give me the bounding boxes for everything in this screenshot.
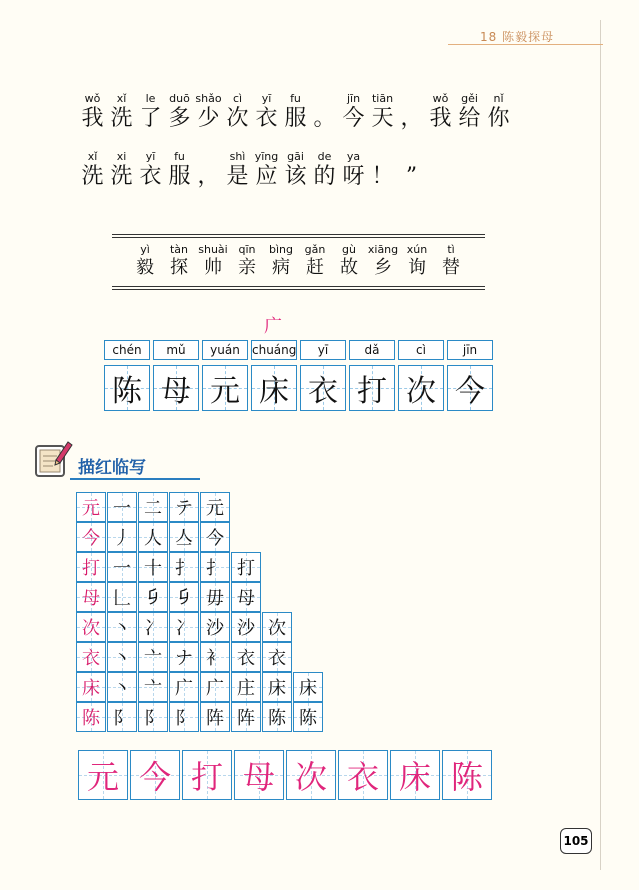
vocab-cell	[198, 243, 228, 279]
stroke-step	[107, 522, 137, 552]
stroke-step	[169, 642, 199, 672]
hanzi: 衣	[82, 648, 100, 669]
pinyin: duō	[169, 92, 190, 105]
stroke: 今	[206, 528, 224, 549]
hanzi: 今	[455, 374, 485, 409]
trace-char: 今	[138, 758, 171, 796]
stroke-row	[76, 522, 324, 552]
hanzi: ！	[371, 164, 394, 189]
stroke: 𠂎	[144, 587, 162, 608]
pinyin: jīn	[346, 92, 361, 105]
stroke: 毋	[206, 588, 224, 609]
stroke-step	[200, 702, 230, 732]
passage-line-1	[78, 92, 513, 132]
char-cell	[426, 92, 455, 132]
trace-char: 陈	[450, 758, 483, 796]
stroke-head-char	[76, 552, 106, 582]
stroke: 广	[206, 678, 224, 699]
stroke-step	[138, 612, 168, 642]
stroke: 沙	[206, 618, 224, 639]
stroke-step	[293, 672, 323, 702]
hanzi: 服	[168, 164, 191, 189]
pinyin: fu	[290, 92, 301, 105]
write-cell	[299, 340, 347, 411]
hanzi: 陈	[82, 708, 100, 729]
trace-box	[338, 750, 388, 800]
stroke-step	[169, 702, 199, 732]
hanzi: 应	[255, 164, 278, 189]
pinyin-box: dǎ	[349, 340, 395, 360]
hanzi: 赶	[306, 257, 324, 278]
stroke-row	[76, 612, 324, 642]
stroke-step	[107, 612, 137, 642]
char-cell	[252, 92, 281, 132]
char-cell	[310, 92, 339, 132]
char-cell	[281, 92, 310, 132]
page-number: 105	[560, 828, 592, 854]
hanzi: 少	[197, 106, 220, 131]
stroke: 床	[299, 678, 317, 699]
stroke-step	[107, 672, 137, 702]
stroke: 亠	[144, 648, 162, 669]
vocab-row	[130, 243, 466, 279]
hanzi: 乡	[374, 257, 392, 278]
stroke: 阝	[113, 708, 131, 729]
stroke-step	[107, 552, 137, 582]
pinyin: qīn	[238, 243, 256, 256]
hanzi: 床	[259, 374, 289, 409]
stroke-step	[138, 642, 168, 672]
hanzi: 询	[408, 257, 426, 278]
stroke: 阵	[206, 708, 224, 729]
stroke-step	[200, 672, 230, 702]
vocab-cell	[130, 243, 160, 279]
hanzi: 今	[82, 528, 100, 549]
pinyin: tàn	[169, 243, 189, 256]
trace-char: 次	[294, 758, 327, 796]
pinyin: gāi	[287, 150, 304, 163]
pinyin: bìng	[269, 243, 293, 256]
vocab-cell	[232, 243, 262, 279]
write-cell	[152, 340, 200, 411]
hanzi: 元	[82, 498, 100, 519]
pinyin: yī	[261, 92, 272, 105]
stroke-step	[169, 582, 199, 612]
hanzi: 。	[313, 106, 336, 131]
pinyin: yī	[145, 150, 156, 163]
pinyin: gù	[342, 243, 356, 256]
hanzi: 你	[487, 106, 510, 131]
stroke: 衣	[237, 648, 255, 669]
hanzi: 天	[371, 106, 394, 131]
char-cell	[368, 150, 397, 190]
pinyin: tì	[447, 243, 455, 256]
char-cell	[281, 150, 310, 190]
char-cell	[136, 92, 165, 132]
trace-char: 床	[398, 758, 431, 796]
pinyin: gǎn	[304, 243, 326, 256]
stroke-step	[169, 672, 199, 702]
stroke: 陈	[268, 708, 286, 729]
stroke: 床	[268, 678, 286, 699]
stroke: テ	[175, 498, 193, 519]
char-cell	[339, 92, 368, 132]
hanzi: 床	[82, 678, 100, 699]
stroke-head-char	[76, 582, 106, 612]
stroke-step	[107, 492, 137, 522]
hanzi: 的	[313, 164, 336, 189]
pinyin: xún	[406, 243, 428, 256]
stroke: 𠃊	[113, 588, 131, 609]
hanzi: ，	[197, 164, 220, 189]
stroke-step	[200, 522, 230, 552]
stroke-row	[76, 492, 324, 522]
stroke-step	[169, 522, 199, 552]
hanzi: 服	[284, 106, 307, 131]
stroke-step	[231, 552, 261, 582]
trace-char: 母	[242, 758, 275, 796]
vocab-cell	[402, 243, 432, 279]
stroke-step	[169, 492, 199, 522]
pinyin-box: yuán	[202, 340, 248, 360]
hanzi: 次	[406, 374, 436, 409]
char-cell	[78, 150, 107, 190]
pinyin-box: chuáng	[251, 340, 297, 360]
hanzi: 陈	[112, 374, 142, 409]
stroke-step	[231, 702, 261, 732]
write-cell	[103, 340, 151, 411]
stroke-step	[231, 612, 261, 642]
stroke-step	[138, 702, 168, 732]
hanzi: 是	[226, 164, 249, 189]
stroke: 衤	[206, 648, 224, 669]
hanzi: 衣	[308, 374, 338, 409]
stroke-step	[138, 552, 168, 582]
stroke: 元	[206, 498, 224, 519]
char-cell	[484, 92, 513, 132]
pinyin-box: chén	[104, 340, 150, 360]
stroke-step	[200, 552, 230, 582]
pinyin: yì	[140, 243, 150, 256]
stroke-row	[76, 552, 324, 582]
stroke: 阝	[144, 708, 162, 729]
stroke-step	[169, 552, 199, 582]
char-cell	[397, 92, 426, 132]
stroke: 广	[175, 678, 193, 699]
hanzi: 次	[226, 106, 249, 131]
trace-char: 衣	[346, 758, 379, 796]
stroke: 冫	[175, 618, 193, 639]
stroke-step	[231, 642, 261, 672]
char-cell	[455, 92, 484, 132]
stroke-step	[138, 522, 168, 552]
trace-char: 元	[86, 758, 119, 796]
char-cell	[78, 92, 107, 132]
hanzi: 探	[170, 257, 188, 278]
pinyin: xǐ	[87, 150, 98, 163]
char-cell	[136, 150, 165, 190]
write-grid	[103, 340, 494, 411]
hanzi: 替	[442, 257, 460, 278]
stroke: 陈	[299, 708, 317, 729]
stroke-head-char	[76, 642, 106, 672]
practice-underline	[70, 478, 200, 480]
hanzi: 我	[81, 106, 104, 131]
practice-label: 描红临写	[78, 458, 146, 478]
hanzi: 元	[210, 374, 240, 409]
vocab-cell	[266, 243, 296, 279]
hanzi: 衣	[139, 164, 162, 189]
vocab-box	[112, 234, 485, 290]
stroke: 打	[237, 558, 255, 579]
pinyin: xi	[116, 150, 127, 163]
trace-box	[234, 750, 284, 800]
hanzi: 今	[342, 106, 365, 131]
hanzi: 呀	[342, 164, 365, 189]
trace-box	[78, 750, 128, 800]
pinyin: ya	[346, 150, 361, 163]
pinyin-box: yī	[300, 340, 346, 360]
character-box	[349, 365, 395, 411]
hanzi: 洗	[81, 164, 104, 189]
stroke: 亠	[144, 678, 162, 699]
stroke-step	[231, 582, 261, 612]
hanzi: 亲	[238, 257, 256, 278]
write-cell	[250, 340, 298, 411]
pinyin: xiāng	[367, 243, 399, 256]
stroke-step	[262, 612, 292, 642]
pinyin: shuài	[198, 243, 228, 256]
character-box	[104, 365, 150, 411]
pinyin: wǒ	[84, 92, 101, 105]
stroke: 丶	[113, 618, 131, 639]
char-cell	[107, 150, 136, 190]
char-cell	[165, 92, 194, 132]
pinyin: cì	[232, 92, 243, 105]
hanzi: 洗	[110, 106, 133, 131]
stroke: 一	[113, 558, 131, 579]
stroke: 庄	[237, 678, 255, 699]
stroke: 𠂎	[175, 587, 193, 608]
lesson-header: 18 陈毅探母	[480, 30, 555, 44]
char-cell	[339, 150, 368, 190]
vocab-cell	[436, 243, 466, 279]
pinyin-box: cì	[398, 340, 444, 360]
stroke: 阝	[175, 708, 193, 729]
character-box	[398, 365, 444, 411]
char-cell	[165, 150, 194, 190]
char-cell	[194, 150, 223, 190]
trace-box	[182, 750, 232, 800]
stroke-step	[262, 642, 292, 672]
stroke-step	[200, 612, 230, 642]
hanzi: 故	[340, 257, 358, 278]
stroke: 阵	[237, 708, 255, 729]
trace-row	[78, 750, 494, 800]
hanzi: 给	[458, 106, 481, 131]
vocab-cell	[300, 243, 330, 279]
pinyin: tiān	[371, 92, 394, 105]
trace-box	[390, 750, 440, 800]
hanzi: 多	[168, 106, 191, 131]
stroke-step	[107, 642, 137, 672]
page-edge	[600, 20, 601, 870]
stroke-step	[200, 492, 230, 522]
vocab-cell	[164, 243, 194, 279]
char-cell	[310, 150, 339, 190]
stroke: 人	[144, 528, 162, 549]
character-box	[251, 365, 297, 411]
char-cell	[223, 92, 252, 132]
hanzi: 打	[357, 374, 387, 409]
write-cell	[348, 340, 396, 411]
pinyin: wǒ	[432, 92, 449, 105]
stroke-row	[76, 582, 324, 612]
pinyin: de	[317, 150, 332, 163]
stroke-head-char	[76, 492, 106, 522]
stroke: 衣	[268, 648, 286, 669]
stroke-head-char	[76, 672, 106, 702]
stroke-step	[262, 672, 292, 702]
char-cell	[252, 150, 281, 190]
stroke-head-char	[76, 612, 106, 642]
stroke-step	[138, 672, 168, 702]
char-cell	[194, 92, 223, 132]
stroke: 丿	[113, 528, 131, 549]
hanzi: 母	[161, 374, 191, 409]
stroke: ナ	[175, 648, 193, 669]
stroke-row	[76, 642, 324, 672]
pinyin: xǐ	[116, 92, 127, 105]
stroke: 丶	[113, 678, 131, 699]
stroke-row	[76, 672, 324, 702]
trace-box	[286, 750, 336, 800]
stroke: 二	[144, 498, 162, 519]
stroke: 扌	[206, 558, 224, 579]
trace-char: 打	[190, 758, 223, 796]
hanzi: 该	[284, 164, 307, 189]
trace-box	[442, 750, 492, 800]
hanzi: 我	[429, 106, 452, 131]
stroke-step	[107, 582, 137, 612]
stroke: 扌	[175, 558, 193, 579]
vocab-cell	[368, 243, 398, 279]
hanzi: 了	[139, 106, 162, 131]
pinyin: shì	[229, 150, 246, 163]
stroke-step	[200, 642, 230, 672]
hanzi: 次	[82, 618, 100, 639]
stroke-step	[138, 492, 168, 522]
pinyin: le	[145, 92, 156, 105]
practice-section-title	[32, 438, 212, 488]
stroke-head-char	[76, 702, 106, 732]
pinyin: shǎo	[195, 92, 222, 105]
stroke-step	[262, 702, 292, 732]
write-cell	[397, 340, 445, 411]
char-cell	[107, 92, 136, 132]
hanzi: ”	[405, 164, 418, 189]
stroke: 母	[237, 588, 255, 609]
character-box	[153, 365, 199, 411]
stroke: 十	[144, 558, 162, 579]
pencil-book-icon	[32, 438, 74, 480]
char-cell	[368, 92, 397, 132]
stroke: 亼	[175, 528, 193, 549]
stroke-row	[76, 702, 324, 732]
pinyin-box: jīn	[447, 340, 493, 360]
stroke: 次	[268, 618, 286, 639]
character-box	[300, 365, 346, 411]
stroke: 冫	[144, 618, 162, 639]
stroke: 丶	[113, 648, 131, 669]
stroke-step	[107, 702, 137, 732]
char-cell	[397, 150, 426, 190]
hanzi: 打	[82, 558, 100, 579]
stroke-head-char	[76, 522, 106, 552]
passage-line-2	[78, 150, 426, 190]
character-box	[447, 365, 493, 411]
pinyin-box: mǔ	[153, 340, 199, 360]
write-cell	[446, 340, 494, 411]
char-cell	[223, 150, 252, 190]
character-box	[202, 365, 248, 411]
stroke: 一	[113, 498, 131, 519]
hanzi: 毅	[136, 257, 154, 278]
stroke-step	[200, 582, 230, 612]
hanzi: ，	[400, 106, 423, 131]
hanzi: 病	[272, 257, 290, 278]
stroke-order-table	[76, 492, 324, 732]
radical-hint: 广	[264, 316, 282, 337]
stroke-step	[138, 582, 168, 612]
vocab-cell	[334, 243, 364, 279]
trace-box	[130, 750, 180, 800]
pinyin: fu	[174, 150, 185, 163]
header-rule	[448, 44, 603, 45]
stroke-step	[169, 612, 199, 642]
stroke-step	[293, 702, 323, 732]
hanzi: 帅	[204, 257, 222, 278]
hanzi: 母	[82, 588, 100, 609]
pinyin: gěi	[461, 92, 478, 105]
write-cell	[201, 340, 249, 411]
stroke-step	[231, 672, 261, 702]
pinyin: nǐ	[493, 92, 504, 105]
hanzi: 衣	[255, 106, 278, 131]
stroke: 沙	[237, 618, 255, 639]
hanzi: 洗	[110, 164, 133, 189]
pinyin: yīng	[254, 150, 279, 163]
